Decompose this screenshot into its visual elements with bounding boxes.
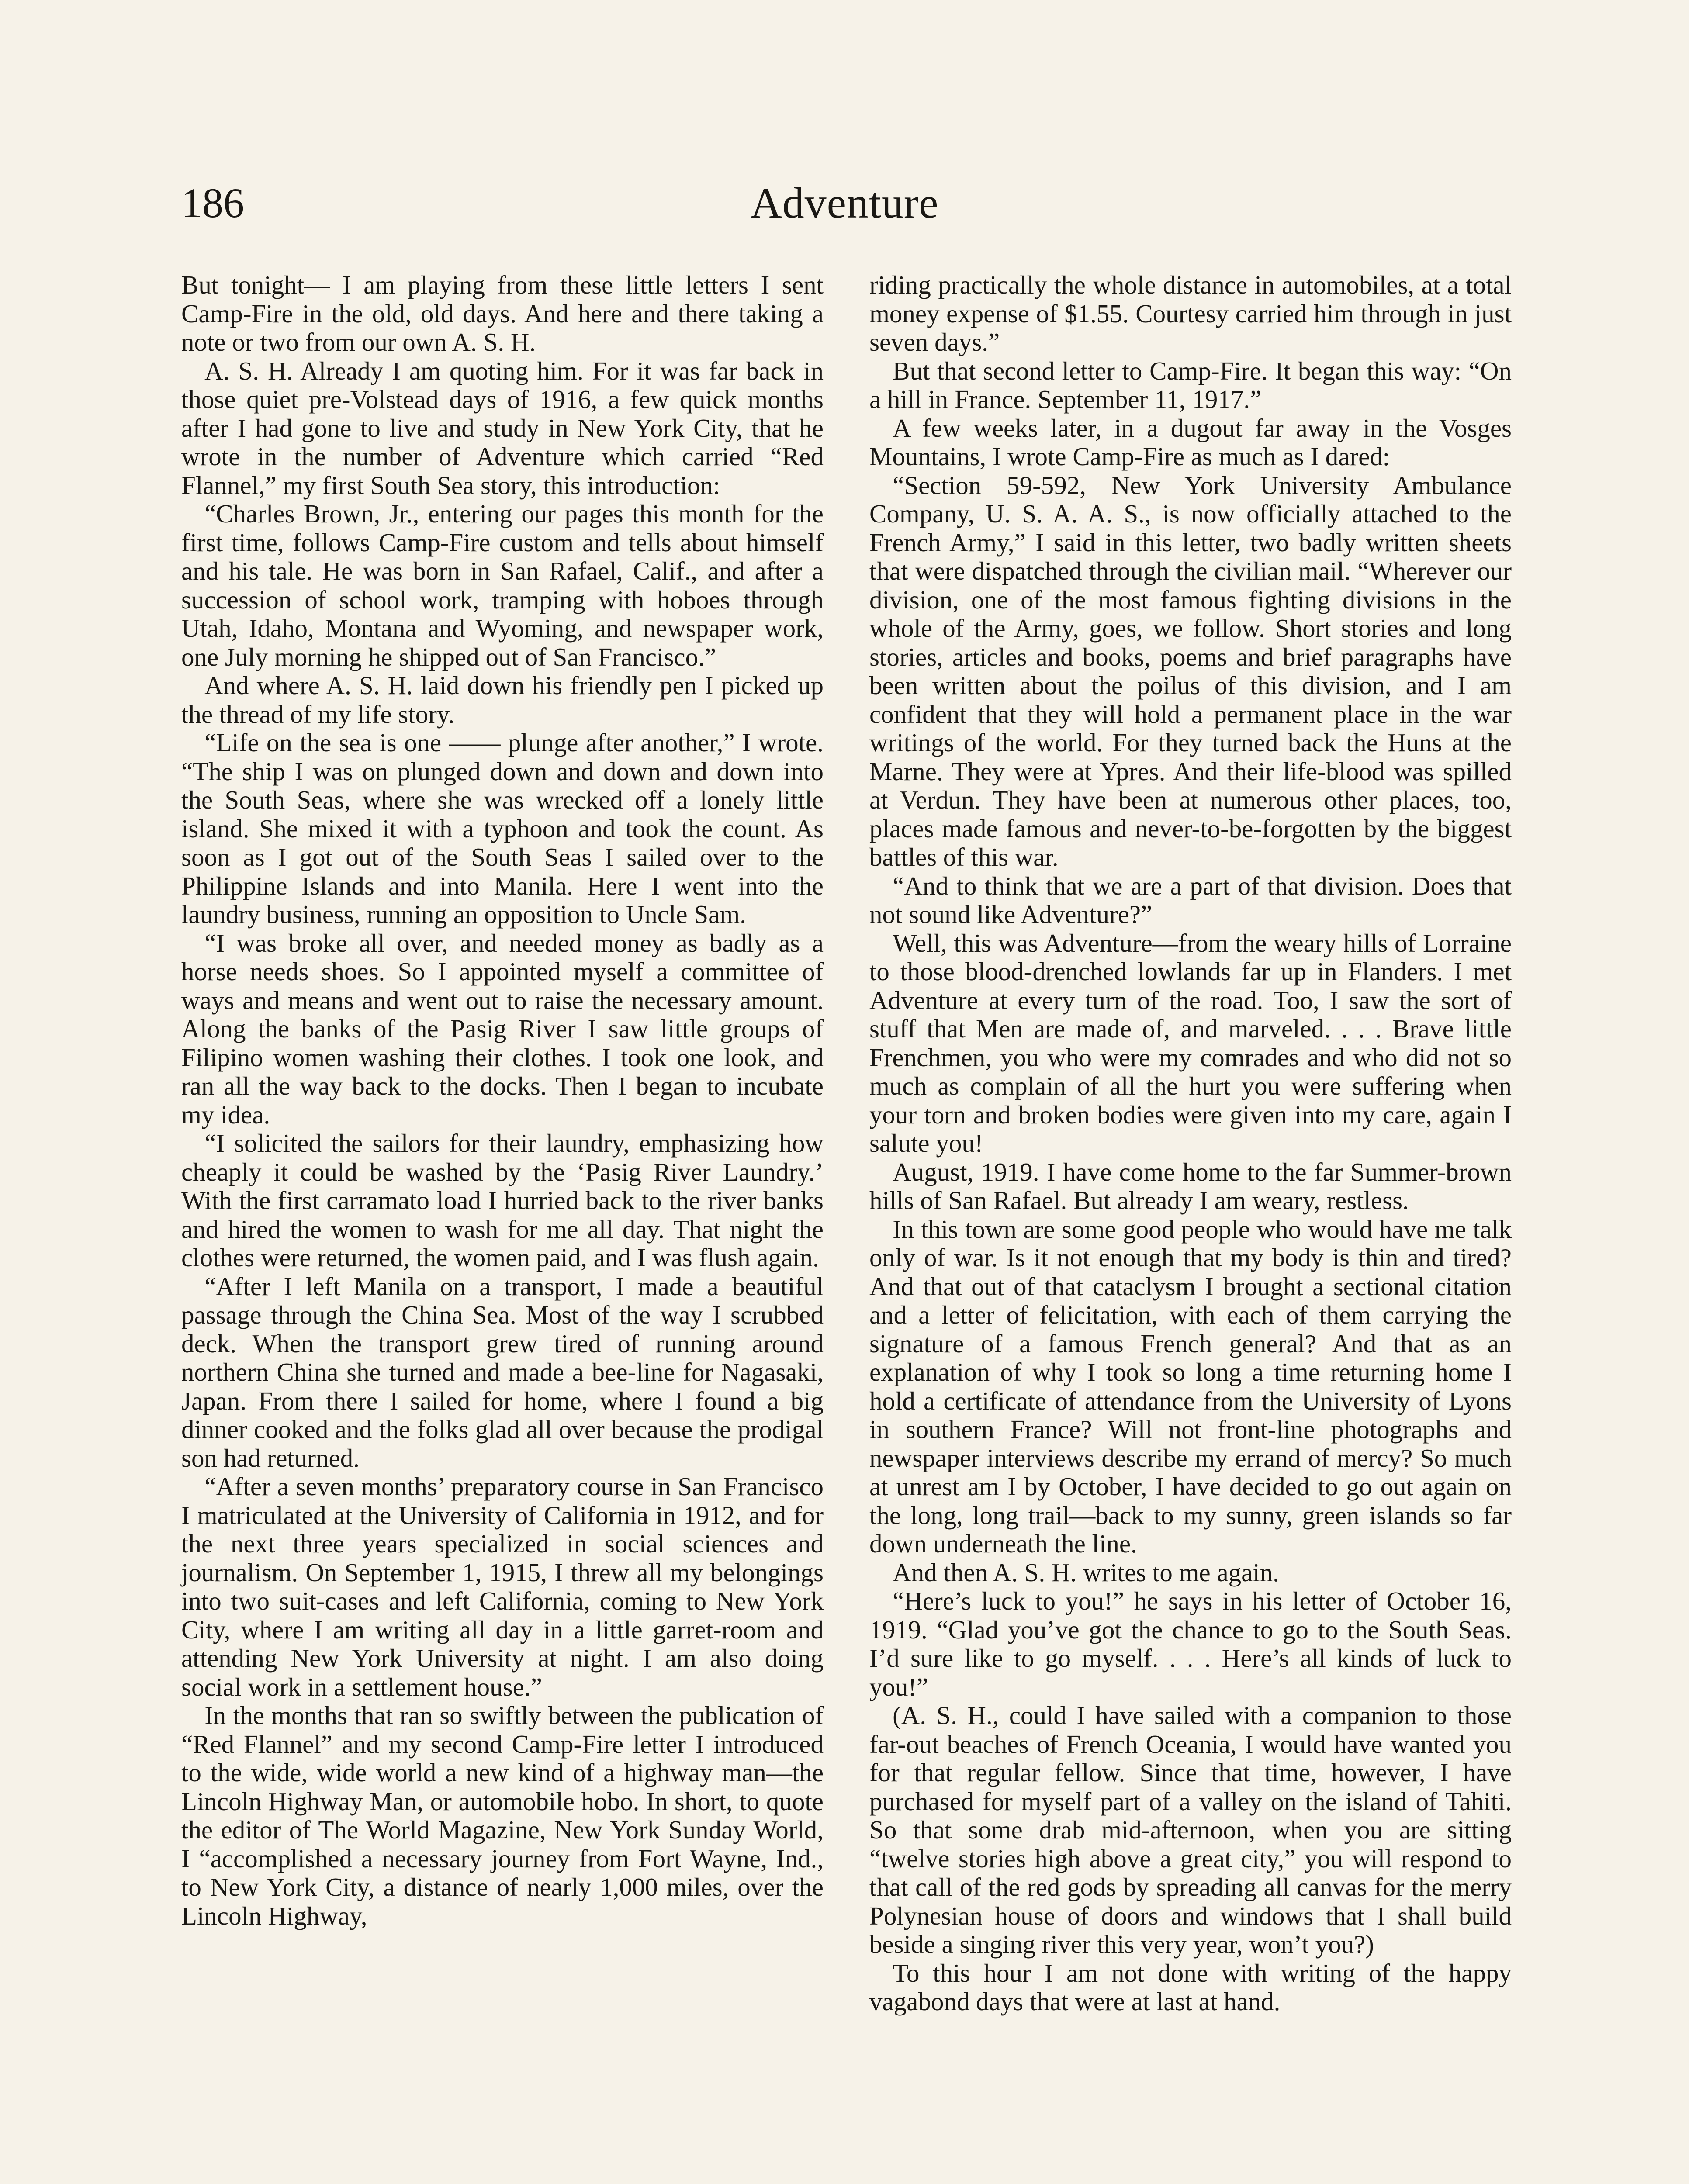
paragraph: To this hour I am not done with writing of the happy vagabond days that were at last at hand. (869, 1958, 1512, 2016)
paragraph: August, 1919. I have come home to the far Summer-brown hills of San Rafael. But already I am weary, restless. (869, 1157, 1512, 1215)
paragraph: “I was broke all over, and needed money as badly as a horse needs shoes. So I appointed myself a committee of ways and means and went out to raise the necessary amount. Along the banks of the Pasig River I saw little groups of Filipino women washing their clothes. I took one look, and ran all the way back to the docks. Then I began to incubate my idea. (181, 928, 824, 1129)
paragraph: “Section 59-592, New York University Ambulance Company, U. S. A. A. S., is now officially attached to the French Army,” I said in this letter, two badly written sheets that were dispatched through the civilian mail. “Wherever our division, one of the most famous fighting divisions in the whole of the Army, goes, we follow. Short stories and long stories, articles and books, poems and brief paragraphs have been written about the poilus of this division, and I am confident that they will hold a permanent place in the war writings of the world. For they turned back the Huns at the Marne. They were at Ypres. And their life-blood was spilled at Verdun. They have been at numerous other places, too, places made famous and never-to-be-forgotten by the biggest battles of this war. (869, 470, 1512, 871)
paragraph: “After a seven months’ preparatory course in San Francisco I matriculated at the University of California in 1912, and for the next three years specialized in social sciences and journalism. On September 1, 1915, I threw all my belongings into two suit-cases and left California, coming to New York City, where I am writing all day in a little garret-room and attending New York University at night. I am also doing social work in a settlement house.” (181, 1472, 824, 1701)
paragraph: But that second letter to Camp-Fire. It began this way: “On a hill in France. September 11, 1917.” (869, 356, 1512, 414)
paragraph: (A. S. H., could I have sailed with a companion to those far-out beaches of French Oceania, I would have wanted you for that regular fellow. Since that time, however, I have purchased for myself part of a valley on the island of Tahiti. So that some drab mid-afternoon, when you are sitting “twelve stories high above a great city,” you will respond to that call of the red gods by spreading all canvas for the merry Polynesian house of doors and windows that I shall build beside a singing river this very year, won’t you?) (869, 1701, 1512, 1959)
page-header (0, 177, 1689, 234)
paragraph: “And to think that we are a part of that division. Does that not sound like Adventure?” (869, 871, 1512, 929)
page-number: 186 (181, 180, 244, 226)
paragraph: But tonight— I am playing from these little letters I sent Camp-Fire in the old, old days. And here and there taking a note or two from our own A. S. H. (181, 270, 824, 356)
paragraph: And where A. S. H. laid down his friendly pen I picked up the thread of my life story. (181, 671, 824, 729)
left-column (181, 271, 824, 1930)
paragraph: In this town are some good people who would have me talk only of war. Is it not enough that my body is thin and tired? And that out of that cataclysm I brought a sectional citation and a letter of felicitation, with each of them carrying the signature of a famous French general? And that as an explanation of why I took so long a time returning home I hold a certificate of attendance from the University of Lyons in southern France? Will not front-line photographs and newspaper interviews describe my errand of mercy? So much at unrest am I by October, I have decided to go out again on the long, long trail—back to my sunny, green islands so far down underneath the line. (869, 1214, 1512, 1558)
paragraph: “Charles Brown, Jr., entering our pages this month for the first time, follows Camp-Fire custom and tells about himself and his tale. He was born in San Rafael, Calif., and after a succession of school work, tramping with hoboes through Utah, Idaho, Montana and Wyoming, and newspaper work, one July morning he shipped out of San Francisco.” (181, 499, 824, 671)
paragraph: “After I left Manila on a transport, I made a beautiful passage through the China Sea. Most of the way I scrubbed deck. When the transport grew tired of running around northern China she turned and made a bee-line for Nagasaki, Japan. From there I sailed for home, where I found a big dinner cooked and the folks glad all over because the prodigal son had returned. (181, 1272, 824, 1472)
paragraph: “Life on the sea is one —— plunge after another,” I wrote. “The ship I was on plunged down and down and down into the South Seas, where she was wrecked off a lonely little island. She mixed it with a typhoon and took the count. As soon as I got out of the South Seas I sailed over to the Philippine Islands and into Manila. Here I went into the laundry business, running an opposition to Uncle Sam. (181, 728, 824, 929)
right-column (869, 271, 1512, 2016)
paragraph: Well, this was Adventure—from the weary hills of Lorraine to those blood-drenched lowlands far up in Flanders. I met Adventure at every turn of the road. Too, I saw the sort of stuff that Men are made of, and marveled. . . . Brave little Frenchmen, you who were my comrades and who did not so much as complain of all the hurt you were suffering when your torn and broken bodies were given into my care, again I salute you! (869, 928, 1512, 1158)
paragraph: “Here’s luck to you!” he says in his letter of October 16, 1919. “Glad you’ve got the chance to go to the South Seas. I’d sure like to go myself. . . . Here’s all kinds of luck to you!” (869, 1586, 1512, 1701)
paragraph: “I solicited the sailors for their laundry, emphasizing how cheaply it could be washed by the ‘Pasig River Laundry.’ With the first carramato load I hurried back to the river banks and hired the women to wash for me all day. That night the clothes were returned, the women paid, and I was flush again. (181, 1129, 824, 1272)
paragraph: A. S. H. Already I am quoting him. For it was far back in those quiet pre-Volstead days of 1916, a few quick months after I had gone to live and study in New York City, that he wrote in the number of Adventure which carried “Red Flannel,” my first South Sea story, this introduction: (181, 356, 824, 500)
paragraph: riding practically the whole distance in automobiles, at a total money expense of $1.55. Courtesy carried him through in just seven days.” (869, 270, 1512, 356)
magazine-title: Adventure (750, 179, 939, 227)
paragraph: In the months that ran so swiftly between the publication of “Red Flannel” and my second Camp-Fire letter I introduced to the wide, wide world a new kind of a highway man—the Lincoln Highway Man, or automobile hobo. In short, to quote the editor of The World Magazine, New York Sunday World, I “accomplished a necessary journey from Fort Wayne, Ind., to New York City, a distance of nearly 1,000 miles, over the Lincoln Highway, (181, 1701, 824, 1930)
paragraph: And then A. S. H. writes to me again. (893, 1558, 1279, 1587)
paragraph: A few weeks later, in a dugout far away in the Vosges Mountains, I wrote Camp-Fire as much as I dared: (869, 413, 1512, 471)
